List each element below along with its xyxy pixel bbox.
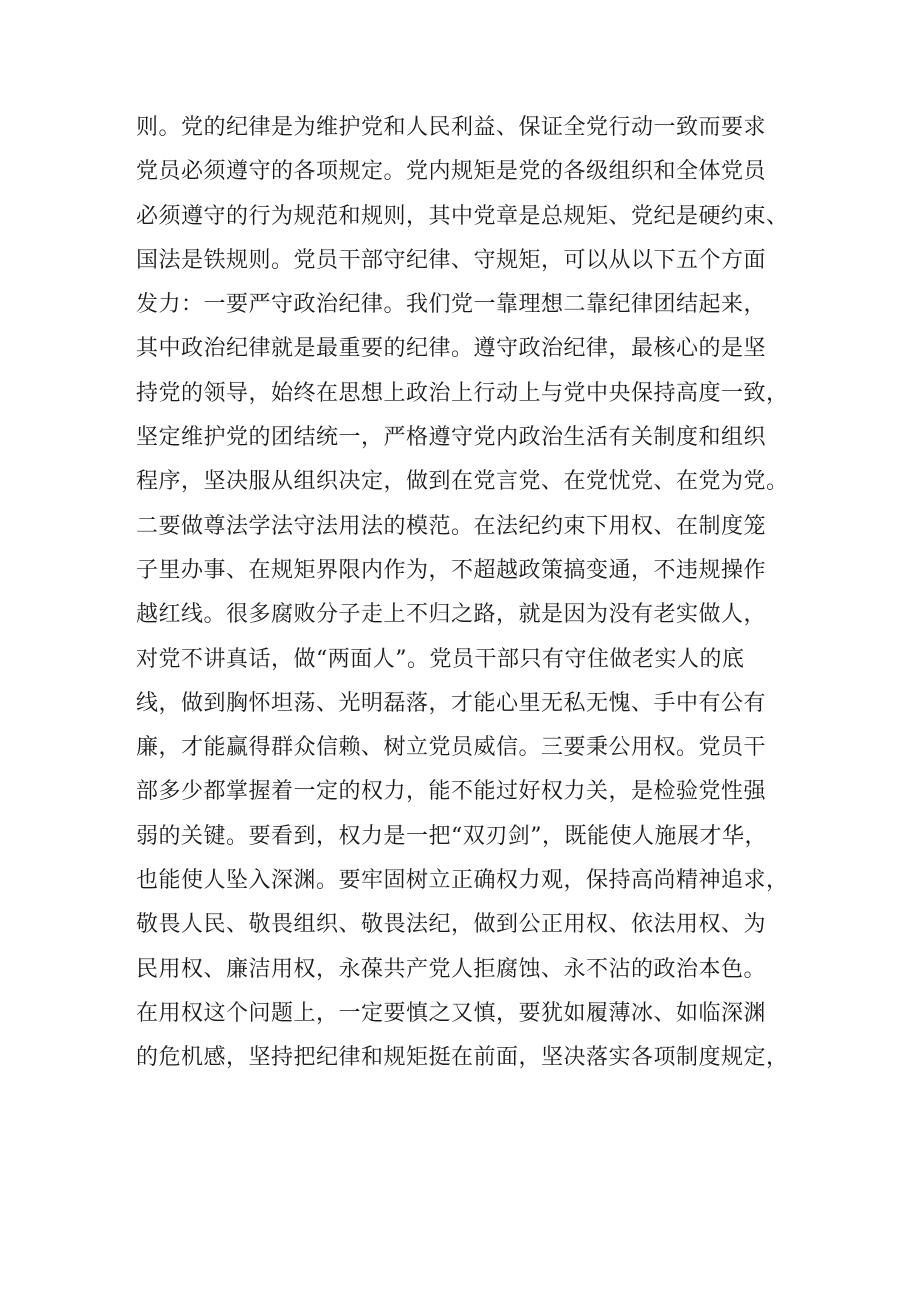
text-line: 其中政治纪律就是最重要的纪律。遵守政治纪律，最核心的是坚 (136, 336, 767, 362)
text-line: 廉，才能赢得群众信赖、树立党员威信。三要秉公用权。党员干 (136, 735, 767, 761)
text-line: 敬畏人民、敬畏组织、敬畏法纪，做到公正用权、依法用权、为 (136, 912, 767, 938)
text-line: 持党的领导，始终在思想上政治上行动上与党中央保持高度一致， (136, 380, 789, 406)
text-line: 子里办事、在规矩界限内作为，不超越政策搞变通，不违规操作 (136, 557, 767, 583)
text-line: 对党不讲真话，做“两面人”。党员干部只有守住做老实人的底 (136, 646, 745, 672)
text-line: 坚定维护党的团结统一，严格遵守党内政治生活有关制度和组织 (136, 425, 767, 451)
text-line: 则。党的纪律是为维护党和人民利益、保证全党行动一致而要求 (136, 115, 767, 140)
text-line: 线，做到胸怀坦荡、光明磊落，才能心里无私无愧、手中有公有 (136, 690, 767, 716)
text-line: 越红线。很多腐败分子走上不归之路，就是因为没有老实做人， (136, 602, 767, 628)
text-line: 弱的关键。要看到，权力是一把“双刃剑”，既能使人施展才华， (136, 823, 767, 849)
text-line: 程序，坚决服从组织决定，做到在党言党、在党忧党、在党为党。 (136, 469, 789, 495)
text-line: 国法是铁规则。党员干部守纪律、守规矩，可以从以下五个方面 (136, 247, 767, 273)
text-line: 必须遵守的行为规范和规则，其中党章是总规矩、党纪是硬约束、 (136, 203, 789, 229)
text-line: 在用权这个问题上，一定要慎之又慎，要犹如履薄冰、如临深渊 (136, 1000, 767, 1026)
body-text (136, 106, 796, 1081)
text-line: 民用权、廉洁用权，永葆共产党人拒腐蚀、永不沾的政治本色。 (136, 956, 767, 982)
text-line: 也能使人坠入深渊。要牢固树立正确权力观，保持高尚精神追求， (136, 868, 789, 894)
text-line: 部多少都掌握着一定的权力，能不能过好权力关，是检验党性强 (136, 779, 767, 805)
text-line: 二要做尊法学法守法用法的模范。在法纪约束下用权、在制度笼 (136, 513, 767, 539)
text-line: 发力：一要严守政治纪律。我们党一靠理想二靠纪律团结起来， (136, 292, 767, 318)
text-line: 的危机感，坚持把纪律和规矩挺在前面，坚决落实各项制度规定， (136, 1045, 789, 1071)
text-line: 党员必须遵守的各项规定。党内规矩是党的各级组织和全体党员 (136, 159, 767, 185)
